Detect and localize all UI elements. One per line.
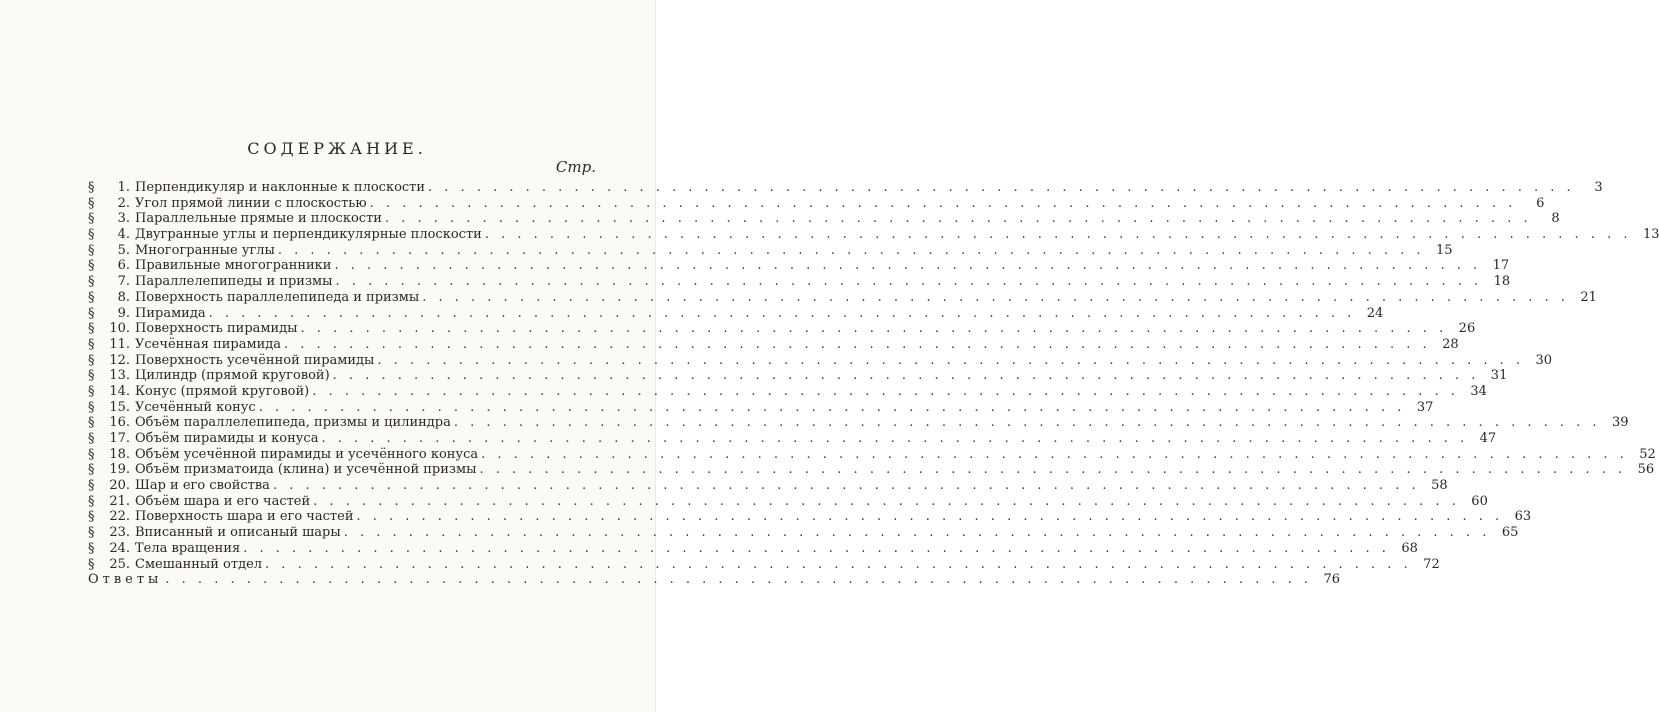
- section-mark: §: [88, 462, 95, 478]
- dot-leader: [270, 478, 1420, 494]
- entry-page: 26: [1458, 321, 1476, 337]
- entry-number: 15.: [109, 399, 130, 415]
- dot-leader: [262, 557, 1412, 573]
- dot-leader: [310, 494, 1460, 510]
- dot-leader: [341, 525, 1491, 541]
- entry-title: Двугранные углы и перпендикулярные плоскости: [135, 227, 482, 243]
- entry-page: 52: [1639, 446, 1656, 462]
- entry-page: 13: [1642, 227, 1659, 243]
- section-mark: §: [88, 336, 95, 352]
- toc-entry: [88, 462, 1655, 478]
- entry-title: Правильные многогранники: [135, 258, 332, 274]
- entry-page: 68: [1401, 540, 1418, 556]
- dot-leader: [309, 384, 1459, 400]
- entry-page: 17: [1492, 258, 1510, 274]
- entry-title: Объём пирамиды и конуса: [135, 431, 319, 446]
- toc-entry: [88, 289, 1597, 306]
- entry-title: Объём усечённой пирамиды и усечённого конуса: [135, 446, 479, 462]
- dot-leader: [206, 306, 1356, 322]
- entry-title: Конус (прямой круговой): [135, 383, 310, 399]
- toc-entry: [88, 556, 1440, 573]
- entry-number: 11.: [109, 336, 130, 352]
- toc-entry: [88, 540, 1418, 557]
- entry-title: Параллелепипеды и призмы: [135, 274, 333, 290]
- entry-title: Цилиндр (прямой круговой): [135, 368, 330, 384]
- page-title: СОДЕРЖАНИЕ.: [247, 139, 427, 158]
- dot-leader: [367, 196, 1517, 212]
- entry-number: 10.: [109, 321, 130, 337]
- entry-title: Перпендикуляр и наклонные к плоскости: [135, 180, 426, 195]
- section-mark: §: [88, 540, 95, 556]
- dot-leader: [333, 274, 1483, 290]
- entry-number: 22.: [109, 509, 130, 525]
- entry-page: 58: [1431, 478, 1448, 494]
- toc-entry: [88, 525, 1519, 541]
- toc-entry: [88, 493, 1488, 510]
- entry-page: 31: [1490, 368, 1508, 384]
- entry-number: 3.: [117, 211, 130, 227]
- toc-entry: [88, 336, 1459, 353]
- section-mark: §: [88, 258, 95, 274]
- toc-entry: [88, 242, 1453, 259]
- section-mark: §: [88, 227, 95, 243]
- toc-entry: [88, 211, 1560, 227]
- entry-number: 9.: [117, 305, 130, 321]
- entry-number: 4.: [117, 227, 130, 243]
- entry-title: Поверхность пирамиды: [135, 321, 298, 337]
- toc-entry: [88, 368, 1508, 384]
- section-mark: §: [88, 399, 95, 415]
- dot-leader: [374, 353, 1524, 369]
- entry-number: 2.: [117, 195, 130, 211]
- section-mark: §: [88, 242, 95, 258]
- toc-entry: [88, 195, 1545, 212]
- toc-entry: [88, 399, 1434, 416]
- entry-number: 13.: [109, 368, 130, 384]
- entry-title: Объём призматоида (клина) и усечённой призмы: [135, 462, 477, 478]
- entry-number: 5.: [117, 242, 130, 258]
- toc-entry: [88, 446, 1656, 463]
- dot-leader: [382, 211, 1532, 227]
- entry-number: 17.: [109, 431, 130, 446]
- entry-title: Объём шара и его частей: [135, 493, 311, 509]
- entry-number: 18.: [109, 446, 130, 462]
- dot-leader: [482, 227, 1632, 243]
- section-mark: §: [88, 211, 95, 227]
- toc-entry: [88, 180, 1603, 196]
- entry-title: Шар и его свойства: [135, 478, 270, 494]
- entry-title: Угол прямой линии с плоскостью: [135, 195, 367, 211]
- entry-page: 56: [1637, 462, 1655, 478]
- dot-leader: [162, 572, 1312, 588]
- entry-page: 6: [1536, 195, 1545, 211]
- entry-page: 8: [1551, 211, 1560, 227]
- toc-entry: [88, 321, 1476, 337]
- section-mark: §: [88, 305, 95, 321]
- entry-title: Поверхность параллелепипеда и призмы: [135, 289, 420, 305]
- dot-leader: [256, 400, 1406, 416]
- entry-number: 19.: [109, 462, 130, 478]
- entry-page: 37: [1416, 399, 1434, 415]
- entry-title: Поверхность усечённой пирамиды: [135, 352, 375, 368]
- entry-page: 21: [1580, 289, 1597, 305]
- entry-title: Объём параллелепипеда, призмы и цилиндра: [135, 415, 451, 431]
- entry-title: Смешанный отдел: [135, 556, 263, 572]
- table-of-contents: [88, 180, 1659, 588]
- toc-entry: [88, 431, 1497, 447]
- section-mark: §: [88, 446, 95, 462]
- section-mark: §: [88, 383, 95, 399]
- dot-leader: [298, 321, 1448, 337]
- dot-leader: [478, 447, 1628, 463]
- entry-number: 7.: [117, 274, 130, 290]
- entry-title: Многогранные углы: [135, 242, 275, 258]
- entry-number: 12.: [109, 352, 130, 368]
- section-mark: §: [88, 195, 95, 211]
- toc-entry: [88, 509, 1532, 525]
- entry-title: Пирамида: [135, 305, 206, 321]
- toc-entry: [88, 383, 1487, 400]
- toc-entry: [88, 305, 1384, 322]
- dot-leader: [240, 541, 1390, 557]
- dot-leader: [425, 180, 1575, 196]
- dot-leader: [331, 258, 1481, 274]
- entry-number: 8.: [117, 289, 130, 305]
- section-mark: §: [88, 274, 95, 290]
- entry-title: Усечённый конус: [135, 399, 256, 415]
- section-mark: §: [88, 525, 95, 541]
- entry-number: 23.: [109, 525, 130, 541]
- entry-page: 18: [1493, 274, 1511, 290]
- dot-leader: [353, 509, 1503, 525]
- answers-title: Ответы: [88, 572, 163, 588]
- entry-number: 24.: [109, 540, 130, 556]
- section-mark: §: [88, 493, 95, 509]
- dot-leader: [451, 415, 1601, 431]
- entry-number: 20.: [109, 478, 130, 494]
- entry-page: 34: [1470, 383, 1487, 399]
- entry-number: 1.: [117, 180, 130, 195]
- entry-page: 60: [1471, 493, 1488, 509]
- section-mark: §: [88, 509, 95, 525]
- entry-page: 72: [1423, 556, 1440, 572]
- entry-page: 39: [1612, 415, 1629, 431]
- section-mark: §: [88, 556, 95, 572]
- toc-entry: [88, 258, 1510, 274]
- dot-leader: [318, 431, 1468, 447]
- dot-leader: [330, 368, 1480, 384]
- entry-title: Тела вращения: [135, 540, 241, 556]
- toc-entry: [88, 352, 1553, 369]
- entry-title: Параллельные прямые и плоскости: [135, 211, 382, 227]
- entry-title: Усечённая пирамида: [135, 336, 282, 352]
- dot-leader: [476, 462, 1626, 478]
- section-mark: §: [88, 289, 95, 305]
- entry-page: 65: [1501, 525, 1519, 541]
- dot-leader: [419, 290, 1569, 306]
- section-mark: §: [88, 368, 95, 384]
- answers-page: 76: [1323, 572, 1341, 588]
- entry-page: 3: [1594, 180, 1603, 195]
- toc-entry: [88, 227, 1659, 243]
- entry-page: 24: [1366, 305, 1384, 321]
- toc-answers-entry: [88, 572, 1341, 588]
- page-column-label: Стр.: [555, 158, 596, 176]
- entry-number: 16.: [109, 415, 130, 431]
- dot-leader: [281, 337, 1431, 353]
- section-mark: §: [88, 321, 95, 337]
- entry-title: Вписанный и описаный шары: [135, 525, 341, 541]
- section-mark: §: [88, 431, 95, 446]
- section-mark: §: [88, 415, 95, 431]
- entry-page: 63: [1514, 509, 1532, 525]
- section-mark: §: [88, 180, 95, 195]
- entry-page: 28: [1442, 336, 1459, 352]
- entry-page: 15: [1436, 242, 1453, 258]
- dot-leader: [275, 243, 1425, 259]
- entry-number: 21.: [109, 493, 130, 509]
- entry-title: Поверхность шара и его частей: [135, 509, 354, 525]
- entry-page: 47: [1479, 431, 1497, 446]
- entry-number: 6.: [117, 258, 130, 274]
- toc-entry: [88, 415, 1629, 431]
- section-mark: §: [88, 352, 95, 368]
- entry-page: 30: [1535, 352, 1553, 368]
- entry-number: 14.: [109, 383, 130, 399]
- toc-entry: [88, 274, 1511, 290]
- entry-number: 25.: [109, 556, 130, 572]
- section-mark: §: [88, 478, 95, 494]
- toc-entry: [88, 478, 1448, 494]
